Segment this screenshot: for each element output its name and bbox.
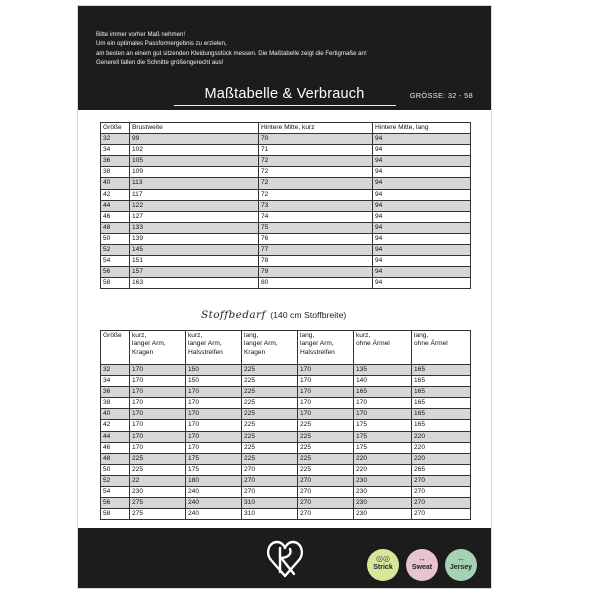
table-cell: 225 (242, 431, 298, 442)
column-header (130, 331, 186, 365)
table-cell: 38 (101, 398, 130, 409)
table-cell: 94 (373, 156, 471, 167)
table-cell: 265 (412, 464, 471, 475)
table-cell: 175 (354, 431, 412, 442)
column-header-line: ohne Ärmel (356, 340, 390, 348)
table-cell: 22 (130, 475, 186, 486)
table-row (101, 145, 471, 156)
table-row (101, 409, 471, 420)
table-cell: 225 (242, 420, 298, 431)
table-cell: 133 (130, 222, 259, 233)
column-header-line: kurz, (132, 332, 147, 339)
table-cell: 225 (242, 442, 298, 453)
table-row (101, 245, 471, 256)
table-cell: 225 (242, 376, 298, 387)
fabric-requirement-table (100, 330, 471, 520)
table-cell: 275 (130, 509, 186, 520)
column-header: Hintere Mitte, lang (373, 123, 471, 134)
table-cell: 170 (186, 431, 242, 442)
table-row (101, 278, 471, 289)
knit-icon: ◎◎ (376, 554, 390, 563)
table-cell: 94 (373, 178, 471, 189)
column-header-line: langer Arm, (188, 340, 222, 348)
intro-line: Bitte immer vorher Maß nehmen! (96, 31, 186, 38)
table-row (101, 233, 471, 244)
table-cell: 270 (412, 509, 471, 520)
table-cell: 56 (101, 267, 130, 278)
table-cell: 170 (298, 376, 354, 387)
table-cell: 42 (101, 189, 130, 200)
column-header: Größe (101, 123, 130, 134)
table-cell: 225 (298, 453, 354, 464)
table-cell: 36 (101, 387, 130, 398)
table-row (101, 420, 471, 431)
column-header-line: langer Arm, (300, 340, 334, 348)
table-cell: 77 (259, 245, 373, 256)
title-underline (174, 105, 396, 106)
table-cell: 165 (412, 365, 471, 376)
table-cell: 127 (130, 211, 259, 222)
fabric-width-note: (140 cm Stoffbreite) (270, 310, 347, 320)
table-cell: 270 (412, 498, 471, 509)
table-cell: 145 (130, 245, 259, 256)
table-cell: 270 (412, 487, 471, 498)
table-row (101, 211, 471, 222)
table-cell: 170 (130, 409, 186, 420)
table-cell: 170 (354, 409, 412, 420)
table-row (101, 453, 471, 464)
table-row (101, 178, 471, 189)
table-cell: 220 (354, 453, 412, 464)
fabric-badge-label: Jersey (449, 564, 473, 571)
table-cell: 105 (130, 156, 259, 167)
table-cell: 175 (186, 464, 242, 475)
table-cell: 270 (298, 509, 354, 520)
table-cell: 170 (298, 398, 354, 409)
footer-banner (78, 528, 491, 588)
table-cell: 46 (101, 211, 130, 222)
table-cell: 270 (412, 475, 471, 486)
intro-text (96, 30, 486, 68)
table-cell: 58 (101, 509, 130, 520)
table-cell: 94 (373, 211, 471, 222)
table-cell: 230 (354, 509, 412, 520)
table-cell: 165 (412, 387, 471, 398)
table-cell: 151 (130, 256, 259, 267)
table-cell: 58 (101, 278, 130, 289)
table-cell: 109 (130, 167, 259, 178)
table-cell: 150 (186, 365, 242, 376)
table-cell: 94 (373, 222, 471, 233)
table-cell: 135 (354, 365, 412, 376)
table-cell: 275 (130, 498, 186, 509)
table-cell: 139 (130, 233, 259, 244)
table-cell: 99 (130, 134, 259, 145)
table-cell: 225 (242, 453, 298, 464)
table-cell: 94 (373, 278, 471, 289)
table-row (101, 134, 471, 145)
table-cell: 170 (130, 387, 186, 398)
table-cell: 270 (242, 487, 298, 498)
column-header-line: langer Arm, (132, 340, 166, 348)
table-cell: 94 (373, 189, 471, 200)
column-header (298, 331, 354, 365)
table-cell: 225 (130, 464, 186, 475)
table-cell: 72 (259, 178, 373, 189)
column-header (354, 331, 412, 365)
table-cell: 270 (298, 498, 354, 509)
table-cell: 36 (101, 156, 130, 167)
table-cell: 94 (373, 200, 471, 211)
table-cell: 170 (130, 420, 186, 431)
table-cell: 50 (101, 464, 130, 475)
column-header-line: Halsstreifen (300, 348, 335, 356)
table-cell: 50 (101, 233, 130, 244)
table-cell: 94 (373, 245, 471, 256)
table-cell: 175 (354, 442, 412, 453)
table-row (101, 189, 471, 200)
table-cell: 122 (130, 200, 259, 211)
table-cell: 165 (412, 420, 471, 431)
column-header-line: langer Arm, (244, 340, 278, 348)
table-row (101, 200, 471, 211)
table-cell: 175 (354, 420, 412, 431)
table-cell: 73 (259, 200, 373, 211)
size-chart-page (78, 6, 491, 588)
table-cell: 220 (412, 453, 471, 464)
table-cell: 310 (242, 509, 298, 520)
table-cell: 38 (101, 167, 130, 178)
column-header-line: kurz, (188, 332, 203, 339)
table-cell: 170 (298, 365, 354, 376)
table-cell: 46 (101, 442, 130, 453)
table-cell: 180 (186, 475, 242, 486)
table-cell: 170 (130, 365, 186, 376)
table-cell: 70 (259, 134, 373, 145)
table-cell: 225 (130, 453, 186, 464)
table-row (101, 376, 471, 387)
title-row (78, 85, 491, 105)
table-cell: 230 (354, 475, 412, 486)
table-cell: 225 (242, 409, 298, 420)
table-cell: 113 (130, 178, 259, 189)
table-cell: 220 (412, 442, 471, 453)
table-cell: 170 (186, 420, 242, 431)
table-cell: 52 (101, 475, 130, 486)
table-cell: 225 (298, 442, 354, 453)
table-cell: 34 (101, 376, 130, 387)
fabric-badge-jersey (445, 549, 477, 581)
table-cell: 240 (186, 487, 242, 498)
fabric-requirement-title: Stoffbedarf (201, 309, 266, 321)
table-cell: 163 (130, 278, 259, 289)
table-cell: 165 (412, 409, 471, 420)
table-cell: 71 (259, 145, 373, 156)
table-cell: 230 (354, 487, 412, 498)
column-header-line: Kragen (244, 348, 266, 356)
table-cell: 170 (130, 442, 186, 453)
table-cell: 230 (354, 498, 412, 509)
table-cell: 170 (130, 376, 186, 387)
table-cell: 170 (130, 431, 186, 442)
page-title: Maßtabelle & Verbrauch (204, 86, 365, 102)
column-header: Brustweite (130, 123, 259, 134)
table-cell: 76 (259, 233, 373, 244)
table-cell: 32 (101, 365, 130, 376)
column-header-line: lang, (300, 332, 315, 339)
table-row (101, 387, 471, 398)
table-cell: 56 (101, 498, 130, 509)
table-cell: 157 (130, 267, 259, 278)
header-banner (78, 6, 491, 110)
table-row (101, 365, 471, 376)
table-cell: 270 (298, 487, 354, 498)
column-header-line: lang, (414, 332, 429, 339)
table-cell: 74 (259, 211, 373, 222)
intro-line: am besten an einem gut sitzenden Kleidungsstück messen. Die Maßtabelle zeigt die Fertigmaße an! (96, 49, 367, 57)
table-cell: 165 (412, 398, 471, 409)
table-cell: 225 (298, 464, 354, 475)
table-cell: 54 (101, 256, 130, 267)
table-cell: 34 (101, 145, 130, 156)
table-row (101, 156, 471, 167)
table-cell: 225 (242, 398, 298, 409)
table-cell: 42 (101, 420, 130, 431)
column-header-line: ohne Ärmel (414, 340, 448, 348)
table-cell: 44 (101, 200, 130, 211)
table-cell: 165 (354, 387, 412, 398)
table-cell: 270 (242, 475, 298, 486)
column-header (242, 331, 298, 365)
table-cell: 94 (373, 167, 471, 178)
table-cell: 94 (373, 134, 471, 145)
table-cell: 94 (373, 233, 471, 244)
intro-line: Um ein optimales Passformergebnis zu erzielen, (96, 40, 227, 48)
table-cell: 170 (354, 398, 412, 409)
table-row (101, 487, 471, 498)
table-cell: 170 (298, 409, 354, 420)
table-cell: 170 (130, 398, 186, 409)
column-header-line: lang, (244, 332, 259, 339)
table-cell: 225 (242, 365, 298, 376)
table-cell: 225 (298, 420, 354, 431)
table-cell: 75 (259, 222, 373, 233)
table-cell: 170 (186, 442, 242, 453)
brand-logo-icon (266, 536, 304, 580)
table-cell: 40 (101, 178, 130, 189)
table-cell: 310 (242, 498, 298, 509)
table-cell: 52 (101, 245, 130, 256)
column-header (101, 331, 130, 365)
stretch-arrows-icon: ↔ (457, 554, 465, 563)
size-range-label: GRÖSSE: 32 - 58 (409, 91, 473, 100)
table-row (101, 256, 471, 267)
table-cell: 225 (298, 431, 354, 442)
table-cell: 79 (259, 267, 373, 278)
table-cell: 72 (259, 189, 373, 200)
table-cell: 220 (354, 464, 412, 475)
table-row (101, 464, 471, 475)
column-header-line: Halsstreifen (188, 348, 223, 356)
table-cell: 78 (259, 256, 373, 267)
table-cell: 48 (101, 222, 130, 233)
table-cell: 40 (101, 409, 130, 420)
table-cell: 54 (101, 487, 130, 498)
table-cell: 225 (242, 387, 298, 398)
table-cell: 102 (130, 145, 259, 156)
column-header: Hintere Mitte, kurz (259, 123, 373, 134)
table-cell: 44 (101, 431, 130, 442)
table-cell: 230 (130, 487, 186, 498)
table-cell: 94 (373, 145, 471, 156)
table-cell: 270 (298, 475, 354, 486)
table-row (101, 167, 471, 178)
table-cell: 150 (186, 376, 242, 387)
table-cell: 240 (186, 498, 242, 509)
table-cell: 140 (354, 376, 412, 387)
intro-line: Generell fallen die Schnitte größengerecht aus! (96, 59, 224, 67)
table-cell: 270 (242, 464, 298, 475)
table-cell: 48 (101, 453, 130, 464)
table-row (101, 267, 471, 278)
fabric-badge-strick (367, 549, 399, 581)
table-row (101, 498, 471, 509)
table-row (101, 442, 471, 453)
column-header-line: Kragen (132, 348, 154, 356)
column-header-line: kurz, (356, 332, 371, 339)
fabric-requirement-heading (201, 305, 346, 323)
table-row (101, 509, 471, 520)
fabric-badge-label: Strick (373, 564, 393, 571)
table-cell: 80 (259, 278, 373, 289)
table-cell: 170 (298, 387, 354, 398)
table-cell: 240 (186, 509, 242, 520)
table-cell: 220 (412, 431, 471, 442)
table-cell: 175 (186, 453, 242, 464)
column-header-line: Größe (103, 332, 122, 339)
table-row (101, 431, 471, 442)
table-cell: 32 (101, 134, 130, 145)
table-cell: 72 (259, 156, 373, 167)
table-cell: 170 (186, 409, 242, 420)
measurement-table (100, 122, 471, 289)
column-header (412, 331, 471, 365)
column-header (186, 331, 242, 365)
table-cell: 170 (186, 387, 242, 398)
table-cell: 170 (186, 398, 242, 409)
table-cell: 165 (412, 376, 471, 387)
table-cell: 94 (373, 267, 471, 278)
fabric-badge-label: Sweat (411, 564, 433, 571)
fabric-type-badges (367, 549, 478, 581)
table-row (101, 475, 471, 486)
stretch-arrows-icon: ↔ (418, 554, 426, 563)
table-row (101, 398, 471, 409)
table-cell: 117 (130, 189, 259, 200)
table-row (101, 222, 471, 233)
fabric-badge-sweat (406, 549, 438, 581)
table-cell: 94 (373, 256, 471, 267)
table-cell: 72 (259, 167, 373, 178)
